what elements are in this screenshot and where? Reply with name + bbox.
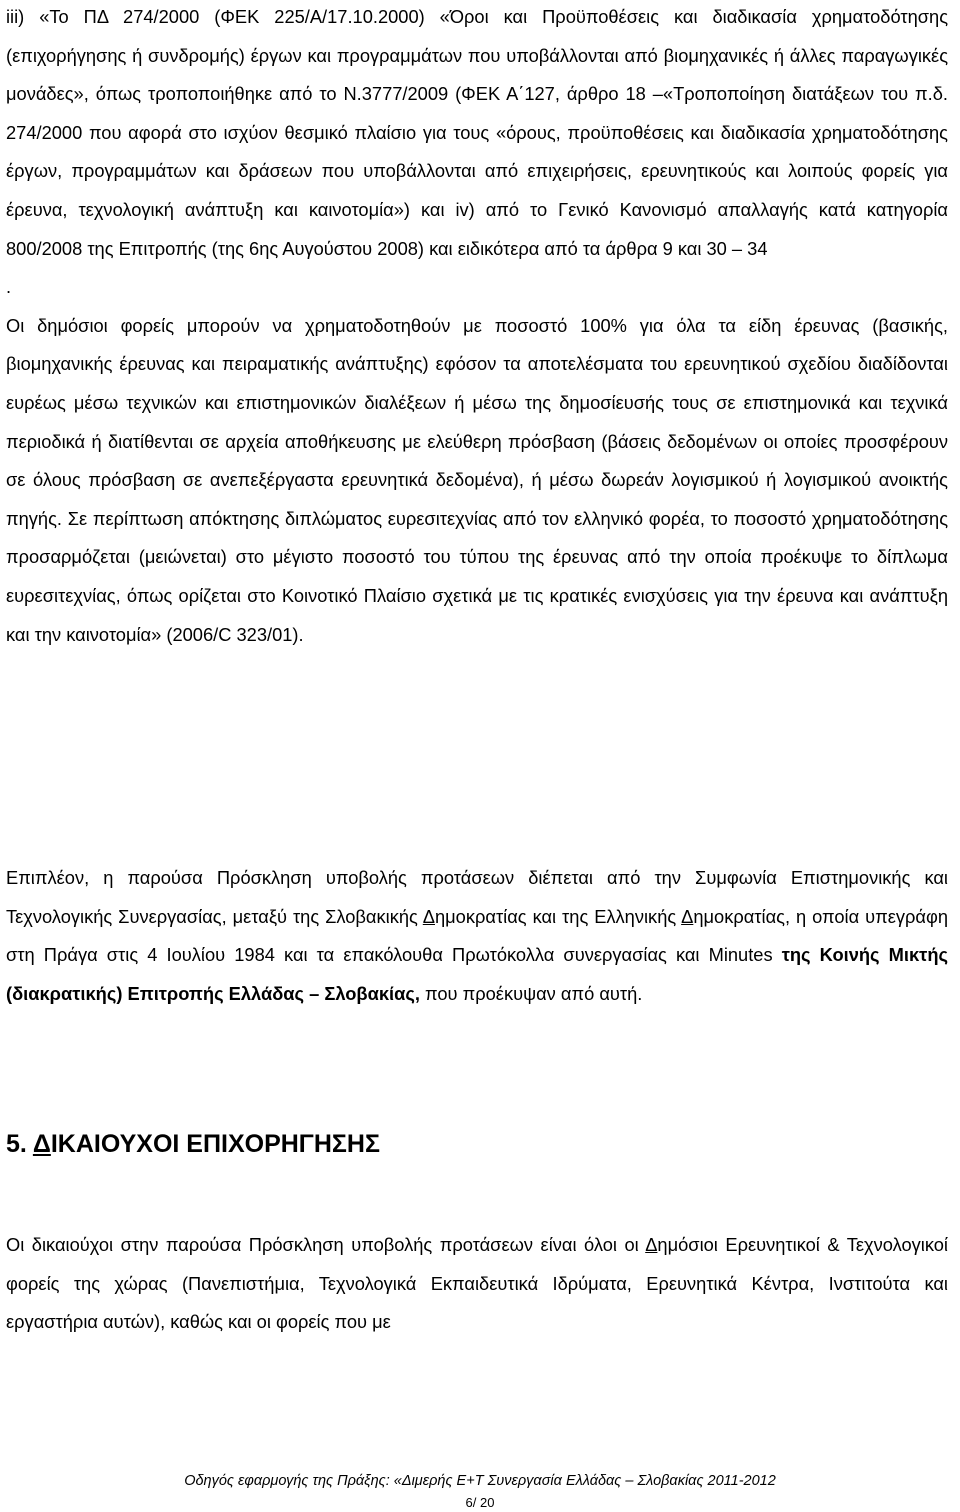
paragraph-beneficiaries (6, 1226, 948, 1342)
paragraph-legal-framework (6, 0, 948, 654)
agreement-text-2: ημοκρατίας και της Ελληνικής (434, 905, 682, 927)
legal-framework-text: iii) «Το ΠΔ 274/2000 (ΦΕΚ 225/Α/17.10.2000) «Όροι και Προϋποθέσεις και διαδικασία χρηματοδότησης (επιχορήγησης ή συνδρομής) έργων και προγραμμάτων που υποβάλλονται από βιομηχανικές ή άλλες παραγωγικές μονάδες», όπως τροποποιήθηκε από το Ν.3777/2009 (ΦΕΚ Α΄127, άρθρο 18 –«Τροποποίηση διατάξεων του π.δ. 274/2000 που αφορά στο ισχύον θεσμικό πλαίσιο για τους «όρους, προϋποθέσεις και διαδικασία χρηματοδότησης έργων, προγραμμάτων και δράσεων που υποβάλλονται από επιχειρήσεις, ερευνητικούς και λοιπούς φορείς για έρευνα, τεχνολογική ανάπτυξη και καινοτομία») και iv) από το Γενικό Κανονισμό απαλλαγής κατά κατηγορία 800/2008 της Επιτροπής (της 6ης Αυγούστου 2008) και ειδικότερα από τα άρθρα 9 και 30 – 34 (6, 6, 948, 259)
paragraph-cooperation-agreement (6, 859, 948, 1013)
public-bodies-funding-text: Οι δημόσιοι φορείς μπορούν να χρηματοδοτηθούν με ποσοστό 100% για όλα τα είδη έρευνας (βασικής, βιομηχανικής έρευνας και πειραματικής ανάπτυξης) εφόσον τα αποτελέσματα του ερευνητικού σχεδίου διαδίδονται ευρέως μέσω τεχνικών και επιστημονικών διαλέξεων ή μέσω της δημοσίευσής τους σε επιστημονικά και τεχνικά περιοδικά ή διατίθενται σε αρχεία αποθήκευσης με ελεύθερη πρόσβαση (βάσεις δεδομένων οι οποίες προσφέρουν σε όλους πρόσβαση σε ανεπεξέργαστα ερευνητικά δεδομένα), ή μέσω δωρεάν λογισμικού ή λογισμικού ανοικτής πηγής. Σε περίπτωση απόκτησης διπλώματος ευρεσιτεχνίας από τον ελληνικό φορέα, το ποσοστό χρηματοδότησης προσαρμόζεται (μειώνεται) στο μέγιστο ποσοστό του τύπου της έρευνας από την οποία προέκυψε το δίπλωμα ευρεσιτεχνίας, όπως ορίζεται στο Κοινοτικό Πλαίσιο σχετικά με τις κρατικές ενισχύσεις για την έρευνα και ανάπτυξη και την καινοτομία» (2006/C 323/01). (6, 314, 948, 645)
heading-title: ΙΚΑΙΟΥΧΟΙ ΕΠΙΧΟΡΗΓΗΣΗΣ (50, 1130, 380, 1158)
underlined-letter: Δ (422, 905, 435, 927)
agreement-text-4: που προέκυψαν από αυτή. (419, 982, 643, 1004)
agreement-text-1: Επιπλέον, η παρούσα Πρόσκληση υποβολής προτάσεων διέπεται από την Συμφωνία Επιστημονικής και Τεχνολογικής Συνεργασίας, μεταξύ της Σλοβακικής (6, 867, 948, 927)
heading-number: 5. (6, 1130, 33, 1158)
beneficiaries-text-1: Οι δικαιούχοι στην παρούσα Πρόσκληση υποβολής προτάσεων είναι όλοι οι (6, 1234, 646, 1255)
section-heading-beneficiaries (6, 1124, 380, 1164)
joint-committee-text: της Κοινής Μικτής (διακρατικής) Επιτροπής Ελλάδας – Σλοβακίας, (6, 944, 948, 1004)
heading-underlined-letter: Δ (32, 1130, 51, 1158)
beneficiaries-text-2: ημόσιοι Ερευνητικοί & Τεχνολογικοί φορείς της χώρας (Πανεπιστήμια, Τεχνολογικά Εκπαιδευτικά Ιδρύματα, Ερευνητικά Κέντρα, Ινστιτούτα και εργαστήρια αυτών), καθώς και οι φορείς που με (6, 1234, 948, 1333)
stray-dot: . (6, 276, 12, 298)
footer-guide-title: Οδηγός εφαρμογής της Πράξης: «Διμερής Ε+Τ Συνεργασία Ελλάδας – Σλοβακίας 2011-2012 (184, 1473, 776, 1489)
underlined-letter: Δ (681, 905, 694, 927)
agreement-text-3: ημοκρατίας, η οποία υπεγράφη στη Πράγα στις 4 Ιουλίου 1984 και τα επακόλουθα Πρωτόκολλα συνεργασίας και Minutes (6, 905, 948, 966)
page-number: 6/ 20 (465, 1495, 495, 1510)
underlined-letter: Δ (645, 1234, 658, 1255)
